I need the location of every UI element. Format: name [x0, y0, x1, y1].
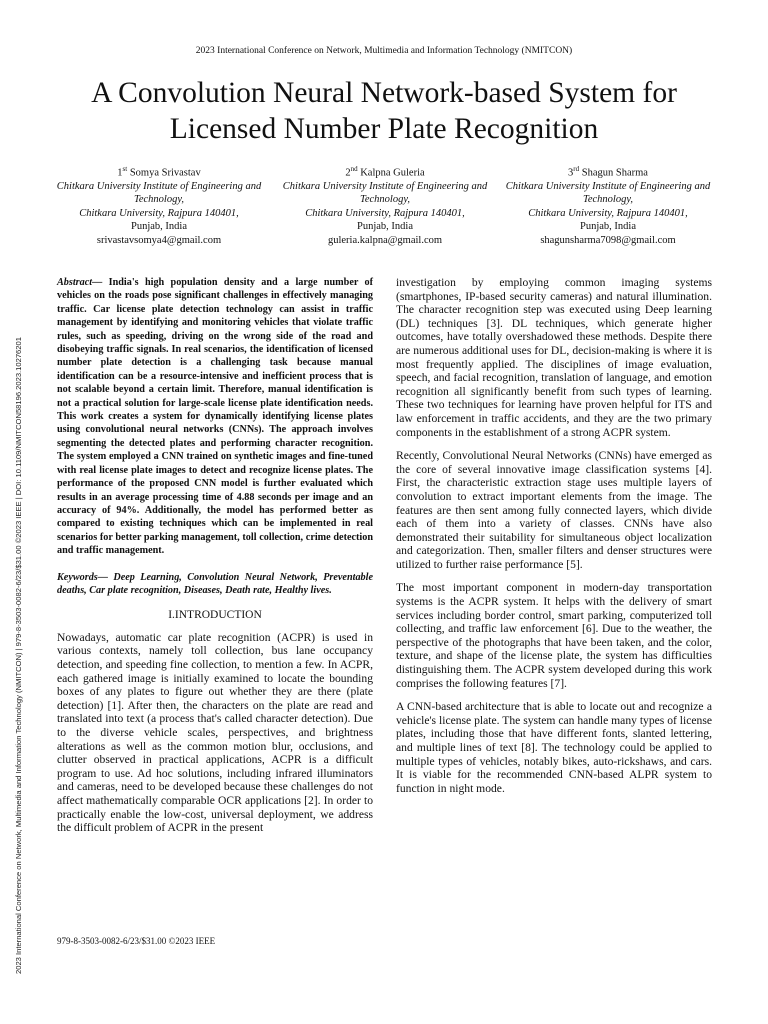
author-2 [270, 163, 500, 247]
author-ordinal: 3 [568, 167, 574, 179]
paper-title: A Convolution Neural Network-based System for Licensed Number Plate Recognition [91, 77, 677, 145]
author-ordinal-suffix: st [122, 165, 128, 173]
paragraph: investigation by employing common imaging systems (smartphones, IP-based security cameras) and natural illumination. The character recognition step was executed using Deep learning (DL) techniques [3]. DL techniques, which generate higher outcomes, have totally overshadowed these methods. Despite there are numerous additional uses for DL, decision-making is where it is most frequently applied. The disciplines of image evaluation, speech, and facial recognition, translation of language, and emotion recognition all significantly benefit from such types of learning. These two techniques for learning have proven helpful for ITS and law enforcement in traffic accidents, and they are the two primary components in the establishment of a strong ACPR system. [396, 276, 712, 439]
author-ordinal: 1 [117, 167, 123, 179]
author-location: Punjab, India [580, 221, 636, 233]
keywords-label: Keywords— [57, 571, 108, 583]
author-university: Chitkara University, Rajpura 140401, [305, 207, 465, 219]
abstract [57, 276, 373, 558]
author-university: Chitkara University, Rajpura 140401, [79, 207, 239, 219]
author-ordinal-suffix: nd [350, 165, 358, 173]
author-email[interactable]: srivastavsomya4@gmail.com [96, 234, 222, 246]
author-location: Punjab, India [131, 221, 187, 233]
paragraph: Recently, Convolutional Neural Networks (CNNs) have emerged as the core of several innovative image classification systems [4]. First, the characteristic extraction stage uses multiple layers of convolution to extract important elements from the image. The features are then sent among fully connected layers, which divide each of them into a variety of classes. CNNs have also demonstrated their suitability for simultaneous object localization and categorization. Then, smaller filters and denser structures were utilized to further raise performance [5]. [396, 449, 712, 571]
right-column [396, 276, 712, 795]
doi-sidebar: 2023 International Conference on Network, Multimedia and Information Technology (NMITCON) | 979-8-3503-0082-6/23/$31.00 ©2023 IEEE | DOI: 10.1109/NMITCON58196.2023.10276201 [14, 337, 23, 974]
keywords-text: Deep Learning, Convolution Neural Network, Preventable deaths, Car plate recognition, Diseases, Death rate, Healthy lives. [57, 571, 373, 596]
author-email[interactable]: guleria.kalpna@gmail.com [327, 234, 443, 246]
abstract-text: India's high population density and a large number of vehicles on the roads pose significant challenges in effectively managing traffic. Car license plate detection technology can assist in traffic management by identifying and monitoring vehicles that violate traffic rules, such as speeding, driving on the wrong side of the road and disobeying traffic signals. In real scenarios, the identification of licensed number plate detection is a challenging task because manual identification can be a resource-intensive and inefficient process that is not scalable beyond a certain limit. Therefore, manual identification is not a practical solution for large-scale license plate identification needs. This work creates a system for dynamically identifying license plates using convolutional neural networks (CNNs). The approach involves segmenting the detected plates and performing character recognition. The system employed a CNN trained on synthetic images and fine-tuned with real license plate images to detect and recognize license plates. The performance of the proposed CNN model is further evaluated which results in an average processing time of 4.88 seconds per image and an accuracy of 94%. Additionally, the model has performed better as compared to existing techniques which can be implemented in real scenarios for better parking management, toll collection, crime detection and traffic management. [57, 277, 373, 557]
conference-header: 2023 International Conference on Network, Multimedia and Information Technology (NMITCON) [195, 46, 573, 56]
abstract-label: Abstract— [57, 277, 103, 288]
author-1 [44, 163, 274, 247]
author-affiliation: Chitkara University Institute of Engineering and Technology, [282, 180, 488, 206]
copyright-footer: 979-8-3503-0082-6/23/$31.00 ©2023 IEEE [57, 936, 216, 946]
author-affiliation: Chitkara University Institute of Engineering and Technology, [505, 180, 711, 206]
section-heading: I.INTRODUCTION [168, 609, 262, 622]
author-name: Somya Srivastav [129, 167, 201, 179]
keywords [57, 571, 373, 598]
author-university: Chitkara University, Rajpura 140401, [528, 207, 688, 219]
author-name: Shagun Sharma [581, 167, 648, 179]
author-email[interactable]: shagunsharma7098@gmail.com [540, 234, 676, 246]
author-name: Kalpna Guleria [360, 167, 425, 179]
intro-paragraph: Nowadays, automatic car plate recognition (ACPR) is used in various contexts, namely toll collection, bus lane occupancy detection, and speeding fine collection, to mention a few. In ACPR, each gathered image is initially examined to locate the bounding boxes of any plates to figure out whether they are there (plate detection) [1]. After then, the characters on the plate are read and translated into text (a process that's called character detection). Due to the diverse vehicle scales, perspectives, and brightness alterations as well as the common motion blur, occlusions, and clutter observed in practical applications, ACPR is a difficult program to use. Ad hoc solutions, including infrared illuminators and cameras, need to be developed because these challenges do not affect mathematically comparable OCR applications [2]. In order to practically enable the low-cost, universal deployment, we address the difficult problem of ACPR in the present [57, 630, 373, 835]
author-3 [493, 163, 723, 247]
paragraph: A CNN-based architecture that is able to locate out and recognize a vehicle's license plate. The system can handle many types of license plates, including those that have different fonts, slanted lettering, and multiple lines of text [8]. The technology could be applied to multiple types of vehicles, notably bikes, auto-rickshaws, and cars. It is viable for the recommended CNN-based ALPR system to function in night mode. [396, 700, 712, 795]
author-ordinal: 2 [345, 167, 351, 179]
left-column [57, 276, 373, 835]
author-ordinal-suffix: rd [573, 165, 580, 173]
paragraph: The most important component in modern-day transportation systems is the ACPR system. It helps with the delivery of smart services including border control, smart parking, computerized toll collecting, and traffic law enforcement [6]. Due to the weather, the perspective of the photographs that have been taken, and the color, texture, and shape of the license plate, the system has difficulties distinguishing them. The ACPR system developed during this work comprises the following features [7]. [396, 581, 712, 690]
author-affiliation: Chitkara University Institute of Engineering and Technology, [56, 180, 262, 206]
author-location: Punjab, India [357, 221, 413, 233]
